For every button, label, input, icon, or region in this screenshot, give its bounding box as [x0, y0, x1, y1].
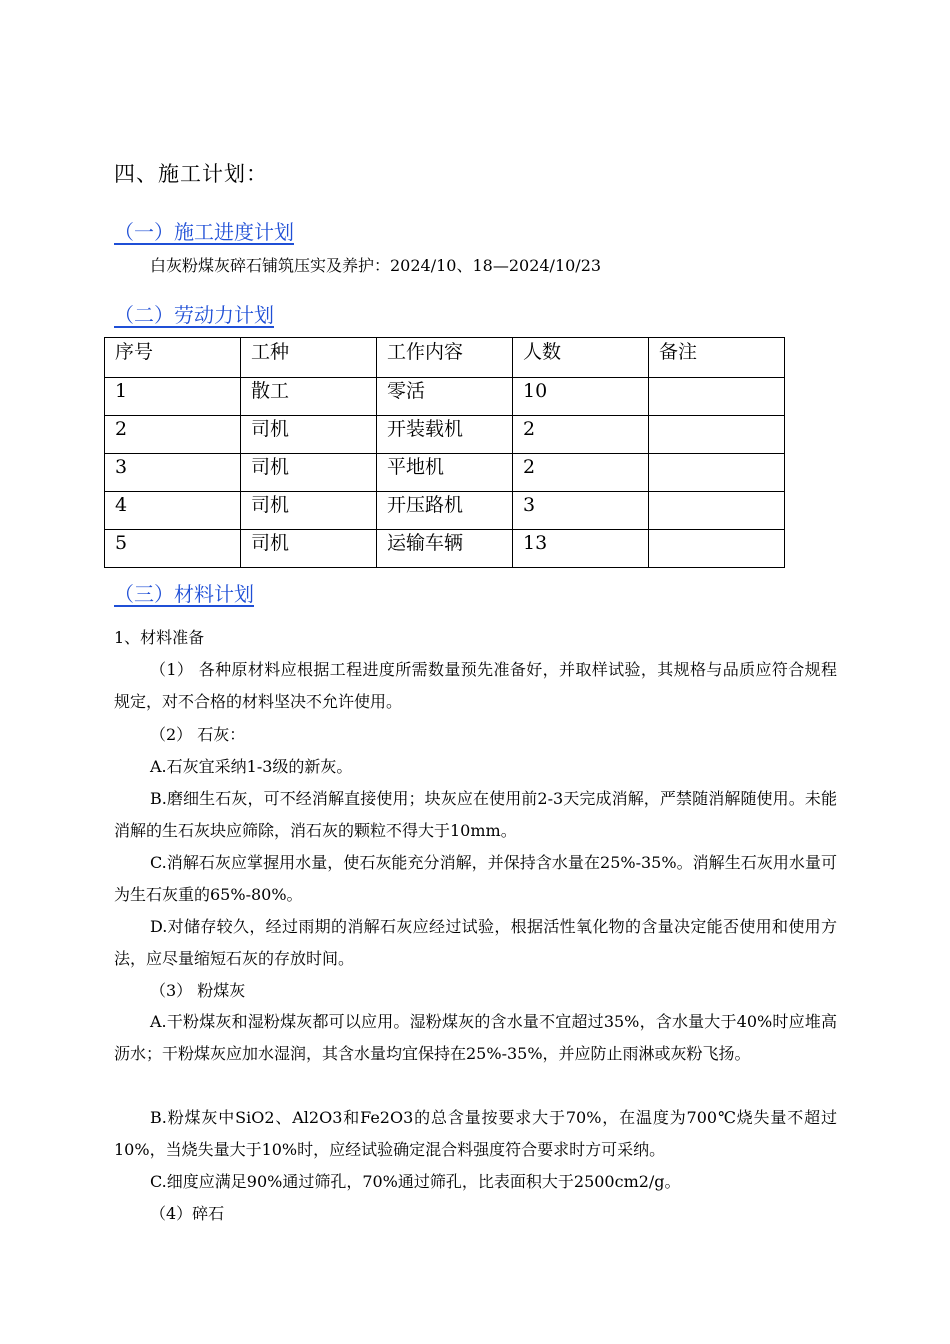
section-title: 四、施工计划：: [114, 162, 268, 186]
table-cell: 13: [513, 530, 649, 568]
table-cell: [649, 378, 785, 416]
table-cell: 零活: [377, 378, 513, 416]
table-row: [105, 530, 785, 568]
table-cell: 2: [513, 454, 649, 492]
table-cell: 4: [105, 492, 241, 530]
table-cell: 2: [105, 416, 241, 454]
gravel-title: （4）碎石: [150, 1204, 225, 1223]
table-cell: 开装载机: [377, 416, 513, 454]
lime-item-d: D.对储存较久，经过雨期的消解石灰应经过试验，根据活性氧化物的含量决定能否使用和使用方法，应尽量缩短石灰的存放时间。: [114, 917, 837, 968]
labor-heading: （二）劳动力计划: [114, 303, 274, 327]
table-cell: 10: [513, 378, 649, 416]
table-header-cell: 工种: [241, 338, 377, 378]
table-row: [105, 454, 785, 492]
table-cell: 1: [105, 378, 241, 416]
flyash-item-b: B.粉煤灰中SiO2、Al2O3和Fe2O3的总含量按要求大于70%，在温度为700℃烧失量不超过10%，当烧失量大于10%时，应经试验确定混合料强度符合要求时方可采纳。: [114, 1108, 837, 1159]
table-cell: 散工: [241, 378, 377, 416]
flyash-item-c: C.细度应满足90%通过筛孔，70%通过筛孔，比表面积大于2500cm2/g。: [150, 1172, 681, 1191]
flyash-item-a: A.干粉煤灰和湿粉煤灰都可以应用。湿粉煤灰的含水量不宜超过35%，含水量大于40%时应堆高沥水；干粉煤灰应加水湿润，其含水量均宜保持在25%-35%，并应防止雨淋或灰粉飞扬。: [114, 1012, 837, 1063]
materials-paragraph-1: （1） 各种原材料应根据工程进度所需数量预先准备好，并取样试验，其规格与品质应符合规程规定，对不合格的材料坚决不允许使用。: [114, 660, 837, 711]
table-cell: 司机: [241, 454, 377, 492]
table-header-cell: 工作内容: [377, 338, 513, 378]
table-cell: [649, 530, 785, 568]
table-cell: [649, 492, 785, 530]
materials-heading: （三）材料计划: [114, 582, 254, 606]
table-cell: [649, 454, 785, 492]
table-header-cell: 备注: [649, 338, 785, 378]
table-row: [105, 378, 785, 416]
schedule-heading: （一）施工进度计划: [114, 220, 294, 244]
table-cell: [649, 416, 785, 454]
lime-item-a: A.石灰宜采纳1-3级的新灰。: [150, 757, 353, 776]
table-cell: 开压路机: [377, 492, 513, 530]
materials-prep-title: 1、材料准备: [114, 628, 205, 647]
table-cell: 3: [105, 454, 241, 492]
table-cell: 司机: [241, 492, 377, 530]
table-cell: 运输车辆: [377, 530, 513, 568]
labor-table: [104, 337, 785, 568]
table-cell: 2: [513, 416, 649, 454]
lime-title: （2） 石灰：: [150, 725, 246, 744]
schedule-text: 白灰粉煤灰碎石铺筑压实及养护：2024/10、18—2024/10/23: [150, 256, 602, 275]
table-row: [105, 492, 785, 530]
table-cell: 司机: [241, 416, 377, 454]
table-header-cell: 人数: [513, 338, 649, 378]
table-header-row: [105, 338, 785, 378]
table-cell: 3: [513, 492, 649, 530]
table-cell: 司机: [241, 530, 377, 568]
lime-item-b: B.磨细生石灰，可不经消解直接使用；块灰应在使用前2-3天完成消解，严禁随消解随使用。未能消解的生石灰块应筛除，消石灰的颗粒不得大于10mm。: [114, 789, 837, 840]
table-header-cell: 序号: [105, 338, 241, 378]
table-cell: 平地机: [377, 454, 513, 492]
table-row: [105, 416, 785, 454]
lime-item-c: C.消解石灰应掌握用水量，使石灰能充分消解，并保持含水量在25%-35%。消解生石灰用水量可为生石灰重的65%-80%。: [114, 853, 837, 904]
flyash-title: （3） 粉煤灰: [150, 981, 246, 1000]
table-cell: 5: [105, 530, 241, 568]
